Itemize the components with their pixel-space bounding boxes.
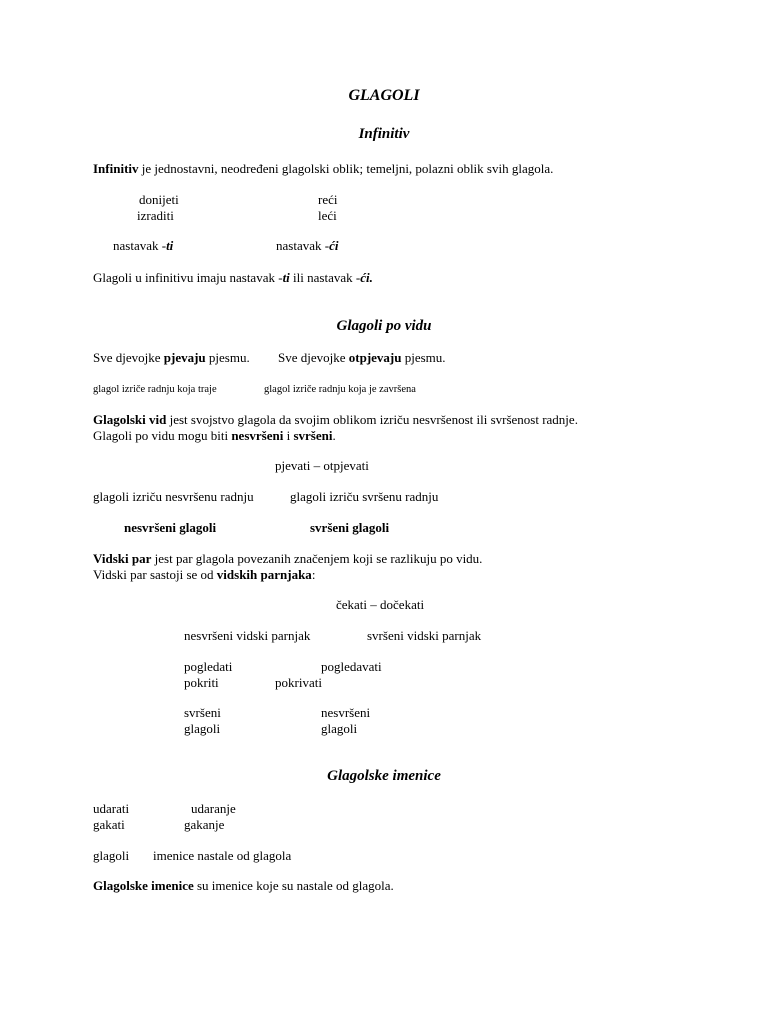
pair-example-cekati: čekati – dočekati xyxy=(336,597,425,612)
example-ti-1: donijeti xyxy=(139,192,179,207)
term-infinitiv: Infinitiv xyxy=(93,161,139,176)
label-imperfective: nesvršeni glagoli xyxy=(124,520,217,535)
imenice-definition: Glagolske imenice su imenice koje su nastale od glagola. xyxy=(93,878,394,893)
caption-verbs: glagoli xyxy=(93,848,130,863)
infinitiv-definition: Infinitiv je jednostavni, neodređeni glagolski oblik; temeljni, polazni oblik svih glagola. xyxy=(93,161,554,176)
sentence-otpjevaju: Sve djevojke otpjevaju pjesmu. xyxy=(278,350,446,365)
vid-types: Glagoli po vidu mogu biti nesvršeni i svršeni. xyxy=(93,428,336,443)
foot-a1: svršeni xyxy=(184,705,221,720)
sentence-pjevaju: Sve djevojke pjevaju pjesmu. xyxy=(93,350,250,365)
caption-nouns: imenice nastale od glagola xyxy=(153,848,292,863)
column-imperfective: nesvršeni vidski parnjak xyxy=(184,628,311,643)
suffix-ti-label: nastavak -ti xyxy=(113,238,174,253)
note-completed: glagol izriče radnju koja je završena xyxy=(264,384,416,395)
note-ongoing: glagol izriče radnju koja traje xyxy=(93,384,217,395)
verb-1: udarati xyxy=(93,801,130,816)
pair-example-pjevati: pjevati – otpjevati xyxy=(275,458,369,473)
infinitiv-rule: Glagoli u infinitivu imaju nastavak -ti ili nastavak -ći. xyxy=(93,270,373,285)
page-title: GLAGOLI xyxy=(348,87,420,104)
row2-a: pokriti xyxy=(184,675,219,690)
foot-b1: nesvršeni xyxy=(321,705,371,720)
desc-perfective: glagoli izriču svršenu radnju xyxy=(290,489,439,504)
example-ci-1: reći xyxy=(318,192,338,207)
foot-b2: glagoli xyxy=(321,721,358,736)
noun-2: gakanje xyxy=(184,817,225,832)
row2-b: pokrivati xyxy=(275,675,322,690)
row1-b: pogledavati xyxy=(321,659,382,674)
label-perfective: svršeni glagoli xyxy=(310,520,390,535)
foot-a2: glagoli xyxy=(184,721,221,736)
column-perfective: svršeni vidski parnjak xyxy=(367,628,482,643)
section-heading-imenice: Glagolske imenice xyxy=(327,768,441,784)
glagolski-vid-definition: Glagolski vid jest svojstvo glagola da svojim oblikom izriču nesvršenost ili svršenost radnje. xyxy=(93,412,578,427)
example-ci-2: leći xyxy=(318,208,337,223)
section-heading-infinitiv: Infinitiv xyxy=(358,126,410,142)
desc-imperfective: glagoli izriču nesvršenu radnju xyxy=(93,489,254,504)
vidski-par-definition: Vidski par jest par glagola povezanih značenjem koji se razlikuju po vidu. xyxy=(93,551,483,566)
vidski-par-parts: Vidski par sastoji se od vidskih parnjaka: xyxy=(93,567,316,582)
example-ti-2: izraditi xyxy=(137,208,174,223)
row1-a: pogledati xyxy=(184,659,233,674)
verb-2: gakati xyxy=(93,817,125,832)
noun-1: udaranje xyxy=(191,801,236,816)
suffix-ci-label: nastavak -ći xyxy=(276,238,339,253)
section-heading-vid: Glagoli po vidu xyxy=(336,318,432,334)
